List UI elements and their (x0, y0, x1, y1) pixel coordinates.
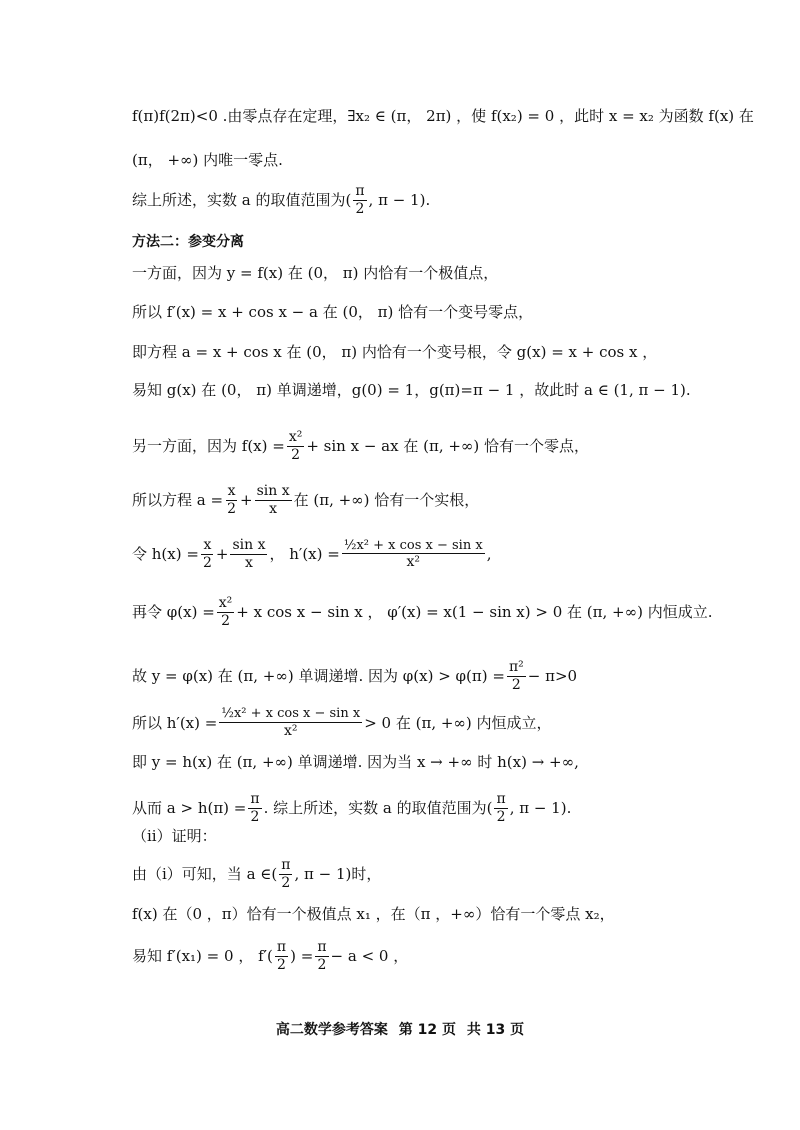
line-10: 所以方程 a = $\frac{x}{2}$ + $\frac{\text{sin x}}{x}$ 在 (π, +∞) 恰有一个实根， (132, 483, 480, 517)
line-2: (π， +∞) 内唯一零点. (132, 151, 283, 169)
line-17: （ii）证明： (132, 827, 217, 845)
line-6: 所以 f′(x) = x + cos x − a 在 (0， π) 恰有一个变号零点， (132, 303, 534, 321)
line-8: 易知 g(x) 在 (0， π) 单调递增，g(0) = 1，g(π)=π − 1 ，故此时 a ∈ (1, π − 1). (132, 381, 691, 399)
line-13: 故 y = φ(x) 在 (π, +∞) 单调递增. 因为 φ(x) > φ(π) = $\frac{\text{π²}}{2}$ − π>0 (132, 659, 578, 693)
line-20: 易知 f′(x₁) = 0 ， f′( $\frac{\pi}{2}$ ) = $\frac{\pi}{2}$ − a < 0 ， (132, 939, 409, 973)
fraction-pi-over-2-b: $\frac{\pi}{2}$ (250, 791, 260, 825)
line-5: 一方面，因为 y = f(x) 在 (0， π) 内恰有一个极值点， (132, 264, 499, 282)
line-7: 即方程 a = x + cos x 在 (0， π) 内恰有一个变号根，令 g(x) = x + cos x ， (132, 343, 658, 361)
line-15: 即 y = h(x) 在 (π, +∞) 单调递增. 因为当 x → +∞ 时 h(x) → +∞, (132, 753, 579, 771)
line-9: 另一方面，因为 f(x) = $\frac{\text{x²}}{2}$ + sin x − ax 在 (π, +∞) 恰有一个零点， (132, 429, 590, 463)
fraction-x2-over-2: $\frac{\text{x²}}{2}$ (288, 429, 303, 463)
footer-title: 高二数学参考答案 (275, 1022, 388, 1038)
line-19: f(x) 在（0 ，π）恰有一个极值点 x₁ ，在（π ，+∞）恰有一个零点 x₂， (132, 905, 615, 923)
fraction-x-over-2-h: $\frac{x}{2}$ (202, 537, 212, 571)
line-11: 令 h(x) = $\frac{x}{2}$ + $\frac{\text{sin x}}{x}$ ， h′(x) = $\frac{\text{½x² + x cos x − sin x}}{\text{x²}}$ , (132, 537, 492, 571)
fraction-x2-over-2-phi: $\frac{\text{x²}}{2}$ (218, 595, 233, 629)
page-footer (0, 1019, 800, 1039)
fraction-pi-over-2: $\frac{\pi}{2}$ (355, 183, 365, 217)
fraction-pi-over-2-c: $\frac{\pi}{2}$ (496, 791, 506, 825)
fraction-sinx-over-x: $\frac{\text{sin x}}{x}$ (256, 483, 290, 517)
fraction-pi-over-2-d: $\frac{\pi}{2}$ (281, 857, 291, 891)
fraction-x-over-2: $\frac{x}{2}$ (227, 483, 236, 517)
fraction-pi-over-2-e: $\frac{\pi}{2}$ (276, 939, 287, 973)
fraction-sinx-over-x-h: $\frac{\text{sin x}}{x}$ (232, 537, 266, 571)
footer-page-number: 第 12 页 (398, 1022, 456, 1038)
method-two-heading: 方法二：参变分离 (132, 234, 244, 250)
fraction-hprime: $\frac{\text{½x² + x cos x − sin x}}{\text{x²}}$ (343, 537, 483, 571)
fraction-pi-over-2-f: $\frac{\pi}{2}$ (317, 939, 327, 973)
line-16: 从而 a > h(π) = $\frac{\pi}{2}$ . 综上所述，实数 a 的取值范围为 ( $\frac{\pi}{2}$ , π − 1). (132, 791, 572, 825)
line-14: 所以 h′(x) = $\frac{\text{½x² + x cos x − sin x}}{\text{x²}}$ > 0 在 (π, +∞) 内恒成立， (132, 706, 552, 739)
footer-total-pages: 共 13 页 (466, 1022, 525, 1038)
line-3: 综上所述，实数 a 的取值范围为 ( $\frac{\pi}{2}$ , π − 1). (132, 183, 431, 217)
line-18: 由（i）可知，当 a ∈ ( $\frac{\pi}{2}$ , π − 1) 时， (132, 857, 382, 891)
line-1: f(π)f(2π)<0 .由零点存在定理，∃x₂ ∈ (π， 2π) ，使 f(x₂) = 0 ，此时 x = x₂ 为函数 f(x) 在 (132, 107, 754, 125)
fraction-hprime-2: $\frac{\text{½x² + x cos x − sin x}}{\text{x²}}$ (221, 706, 361, 739)
fraction-pi2-over-2: $\frac{\text{π²}}{2}$ (508, 659, 524, 693)
line-12: 再令 φ(x) = $\frac{\text{x²}}{2}$ + x cos x − sin x ， φ′(x) = x(1 − sin x) > 0 在 (π, +∞) 内恒成立. (132, 595, 713, 629)
